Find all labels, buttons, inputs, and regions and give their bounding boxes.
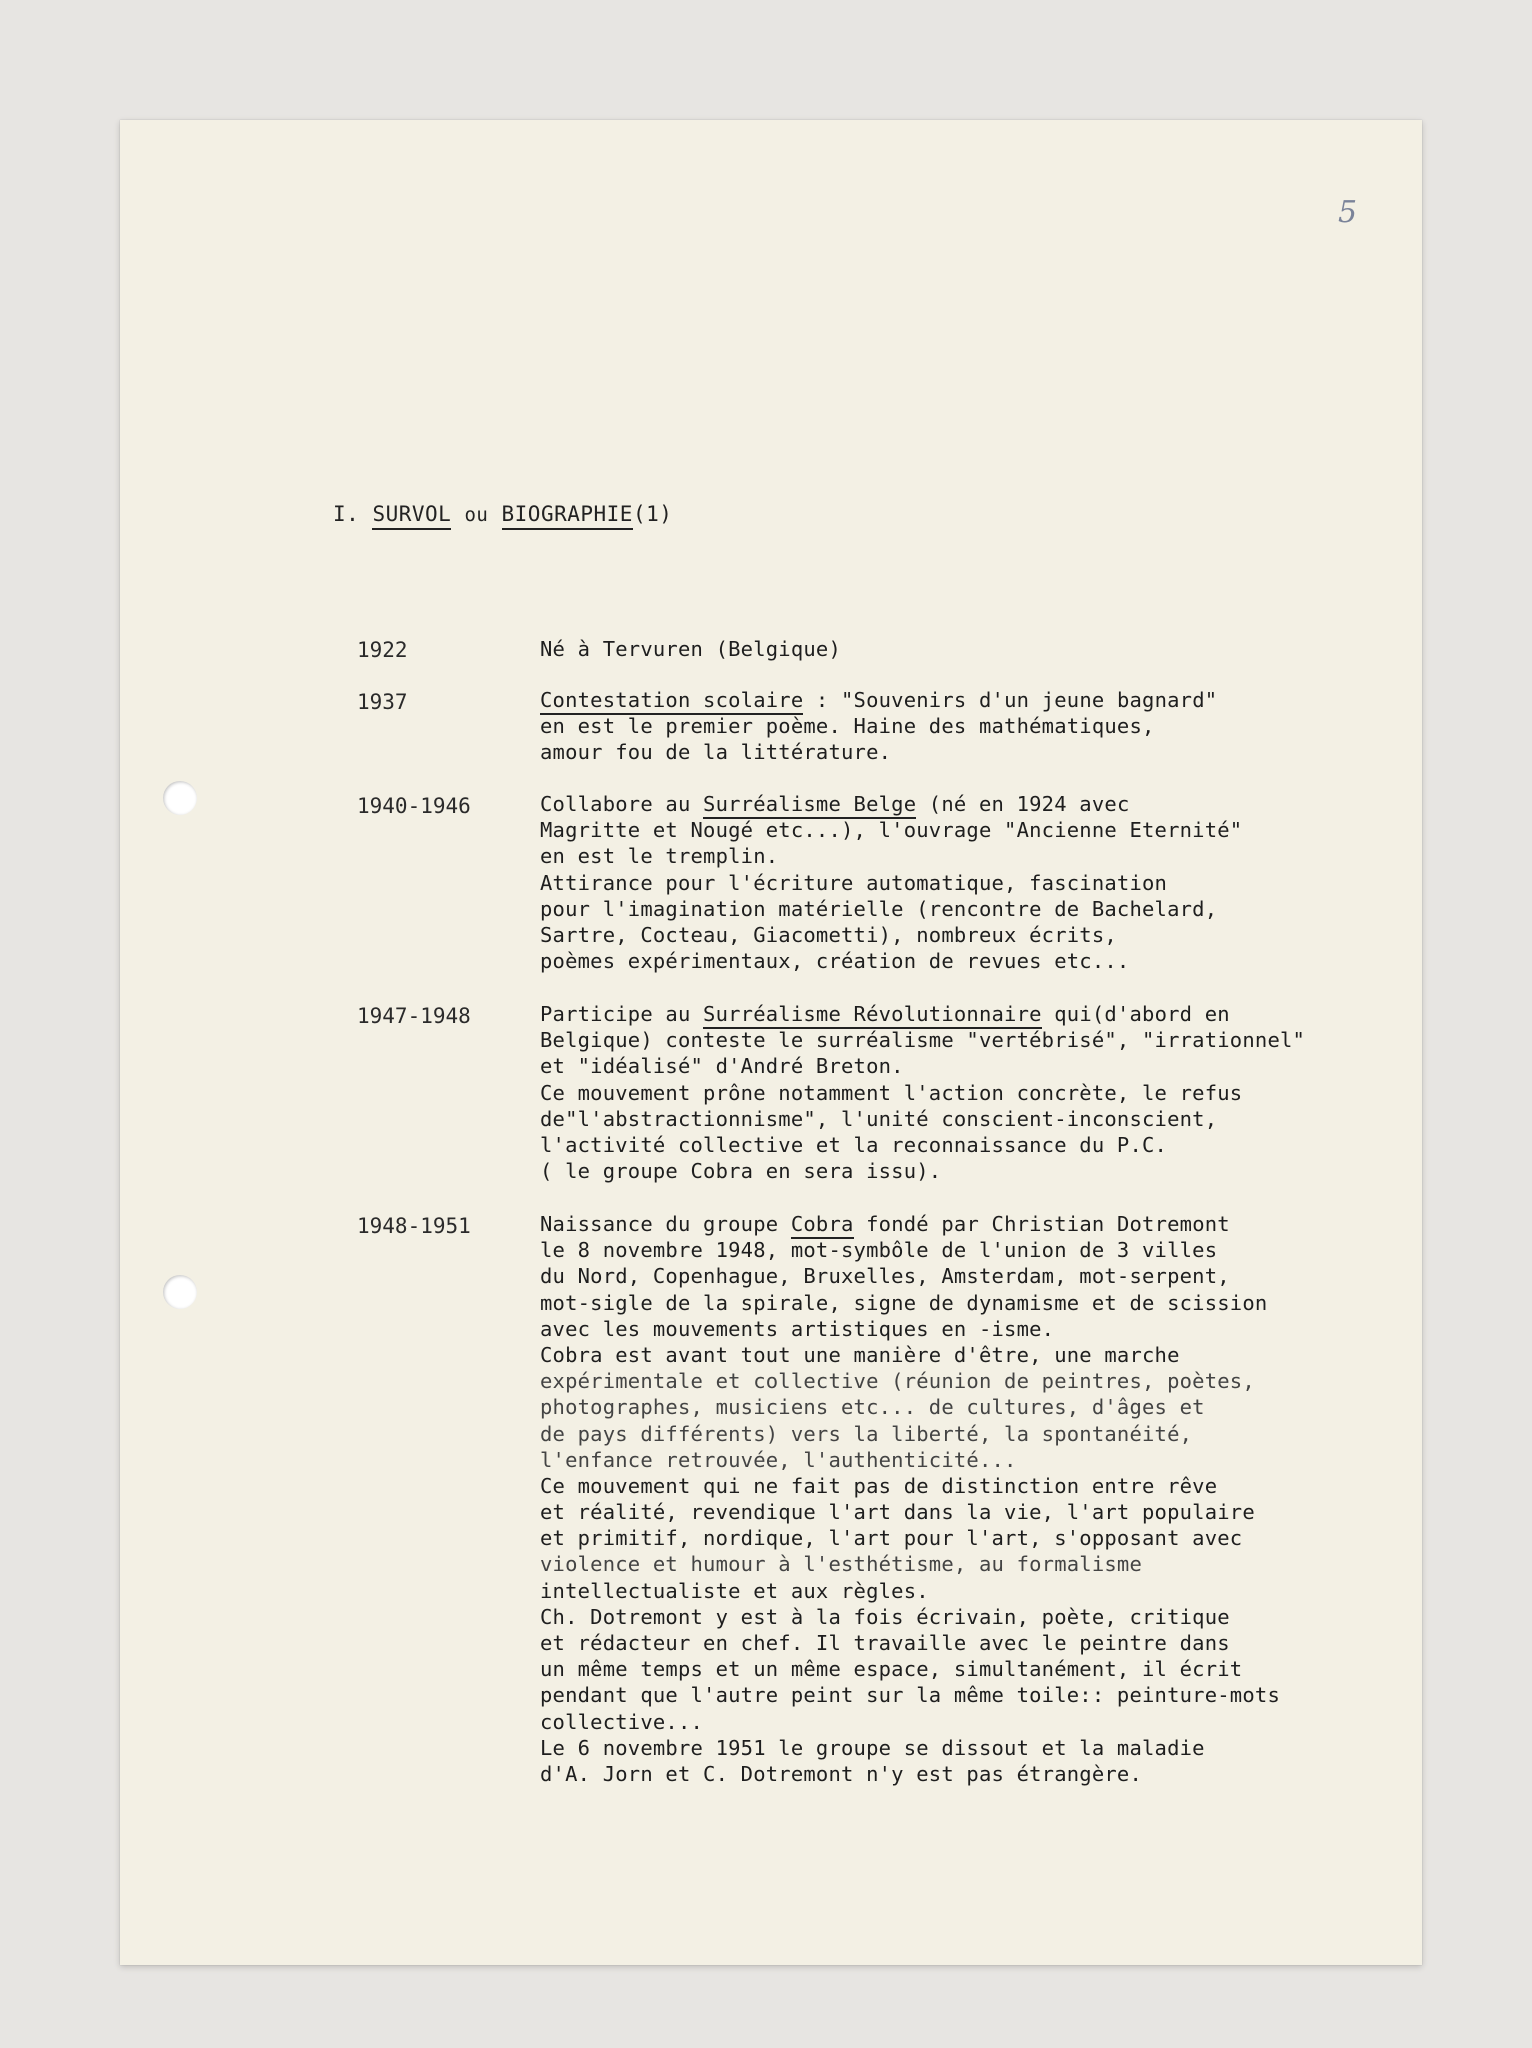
section-heading [333, 502, 672, 526]
entry-year: 1922 [357, 638, 408, 662]
text-line: Le 6 novembre 1951 le groupe se dissout et la maladie [540, 1735, 1205, 1760]
text-line: poèmes expérimentaux, création de revues etc... [540, 949, 1130, 974]
text-line: Ce mouvement prône notamment l'action concrète, le refus [540, 1080, 1243, 1105]
text-line: et primitif, nordique, l'art pour l'art, s'opposant avec [540, 1526, 1243, 1551]
heading-numeral: I. [333, 502, 360, 526]
text-line: Magritte et Nougé etc...), l'ouvrage "Ancienne Eternité" [540, 818, 1243, 843]
text-line: et rédacteur en chef. Il travaille avec le peintre dans [540, 1631, 1230, 1655]
text-line: le 8 novembre 1948, mot-symbôle de l'union de 3 villes [540, 1238, 1218, 1263]
punch-hole-top [163, 781, 197, 815]
text-line: Cobra est avant tout une manière d'être, une marche [540, 1342, 1180, 1367]
page-number: 5 [1338, 195, 1358, 230]
entry-text [540, 1211, 1400, 1787]
text-line: de"l'abstractionnisme", l'unité conscient-inconscient, [540, 1106, 1218, 1131]
text-line: Né à Tervuren (Belgique) [540, 637, 842, 661]
text-line: violence et humour à l'esthétisme, au formalisme [540, 1552, 1143, 1577]
text-line: pour l'imagination matérielle (rencontre de Bachelard, [540, 896, 1218, 921]
text-line: en est le premier poème. Haine des mathématiques, [540, 714, 1155, 739]
punch-hole-bottom [163, 1275, 197, 1309]
text-line: l'activité collective et la reconnaissance du P.C. [540, 1132, 1168, 1157]
text-line: Sartre, Cocteau, Giacometti), nombreux écrits, [540, 922, 1117, 947]
underlined-term: Surréalisme Révolutionnaire [703, 1002, 1042, 1029]
document-page [120, 120, 1422, 1965]
text-line: et réalité, revendique l'art dans la vie, l'art populaire [540, 1500, 1255, 1525]
entry-text [540, 791, 1400, 974]
heading-ou: ou [464, 504, 489, 526]
text-line: Ce mouvement qui ne fait pas de distinction entre rêve [540, 1473, 1218, 1498]
entry-year: 1940-1946 [357, 794, 471, 818]
text-line: l'enfance retrouvée, l'authenticité... [540, 1447, 1017, 1472]
entry-text [540, 687, 1400, 766]
text-line: amour fou de la littérature. [540, 740, 892, 765]
text-line: et "idéalisé" d'André Breton. [540, 1054, 904, 1079]
heading-survol: SURVOL [372, 502, 451, 530]
text-line: d'A. Jorn et C. Dotremont n'y est pas étrangère. [540, 1761, 1143, 1786]
text-line: avec les mouvements artistiques en -isme. [540, 1316, 1055, 1341]
text-line: Naissance du groupe Cobra fondé par Christian Dotremont [540, 1211, 1400, 1237]
text-line: Participe au Surréalisme Révolutionnaire qui(d'abord en [540, 1001, 1400, 1027]
text-line: expérimentale et collective (réunion de peintres, poètes, [540, 1369, 1255, 1394]
heading-footnote-ref: (1) [632, 502, 673, 526]
text-line: Attirance pour l'écriture automatique, fascination [540, 870, 1168, 895]
text-line: Ch. Dotremont y est à la fois écrivain, poète, critique [540, 1604, 1230, 1629]
text-line: mot-sigle de la spirale, signe de dynamisme et de scission [540, 1290, 1268, 1315]
entry-text [540, 1001, 1400, 1184]
entry-year: 1937 [357, 690, 408, 714]
entry-year: 1947-1948 [357, 1004, 471, 1028]
entry-year: 1948-1951 [357, 1214, 471, 1238]
heading-biographie: BIOGRAPHIE [502, 502, 633, 530]
text-line: collective... [540, 1709, 704, 1734]
text-line: de pays différents) vers la liberté, la spontanéité, [540, 1421, 1193, 1446]
text-line: un même temps et un même espace, simultanément, il écrit [540, 1657, 1243, 1682]
text-line: Collabore au Surréalisme Belge (né en 1924 avec [540, 791, 1400, 817]
underlined-term: Contestation scolaire [540, 688, 803, 715]
underlined-term: Surréalisme Belge [703, 792, 916, 819]
text-line: intellectualiste et aux règles. [540, 1578, 929, 1603]
text-line: du Nord, Copenhague, Bruxelles, Amsterdam, mot-serpent, [540, 1264, 1230, 1289]
entry-text [540, 636, 1400, 662]
text-line: Belgique) conteste le surréalisme "vertébrisé", "irrationnel" [540, 1028, 1306, 1053]
underlined-term: Cobra [791, 1212, 854, 1239]
text-line: pendant que l'autre peint sur la même toile:: peinture-mots [540, 1683, 1280, 1708]
text-line: ( le groupe Cobra en sera issu). [540, 1159, 942, 1184]
text-line: Contestation scolaire : "Souvenirs d'un jeune bagnard" [540, 687, 1400, 713]
text-line: photographes, musiciens etc... de cultures, d'âges et [540, 1395, 1205, 1420]
text-line: en est le tremplin. [540, 844, 779, 869]
